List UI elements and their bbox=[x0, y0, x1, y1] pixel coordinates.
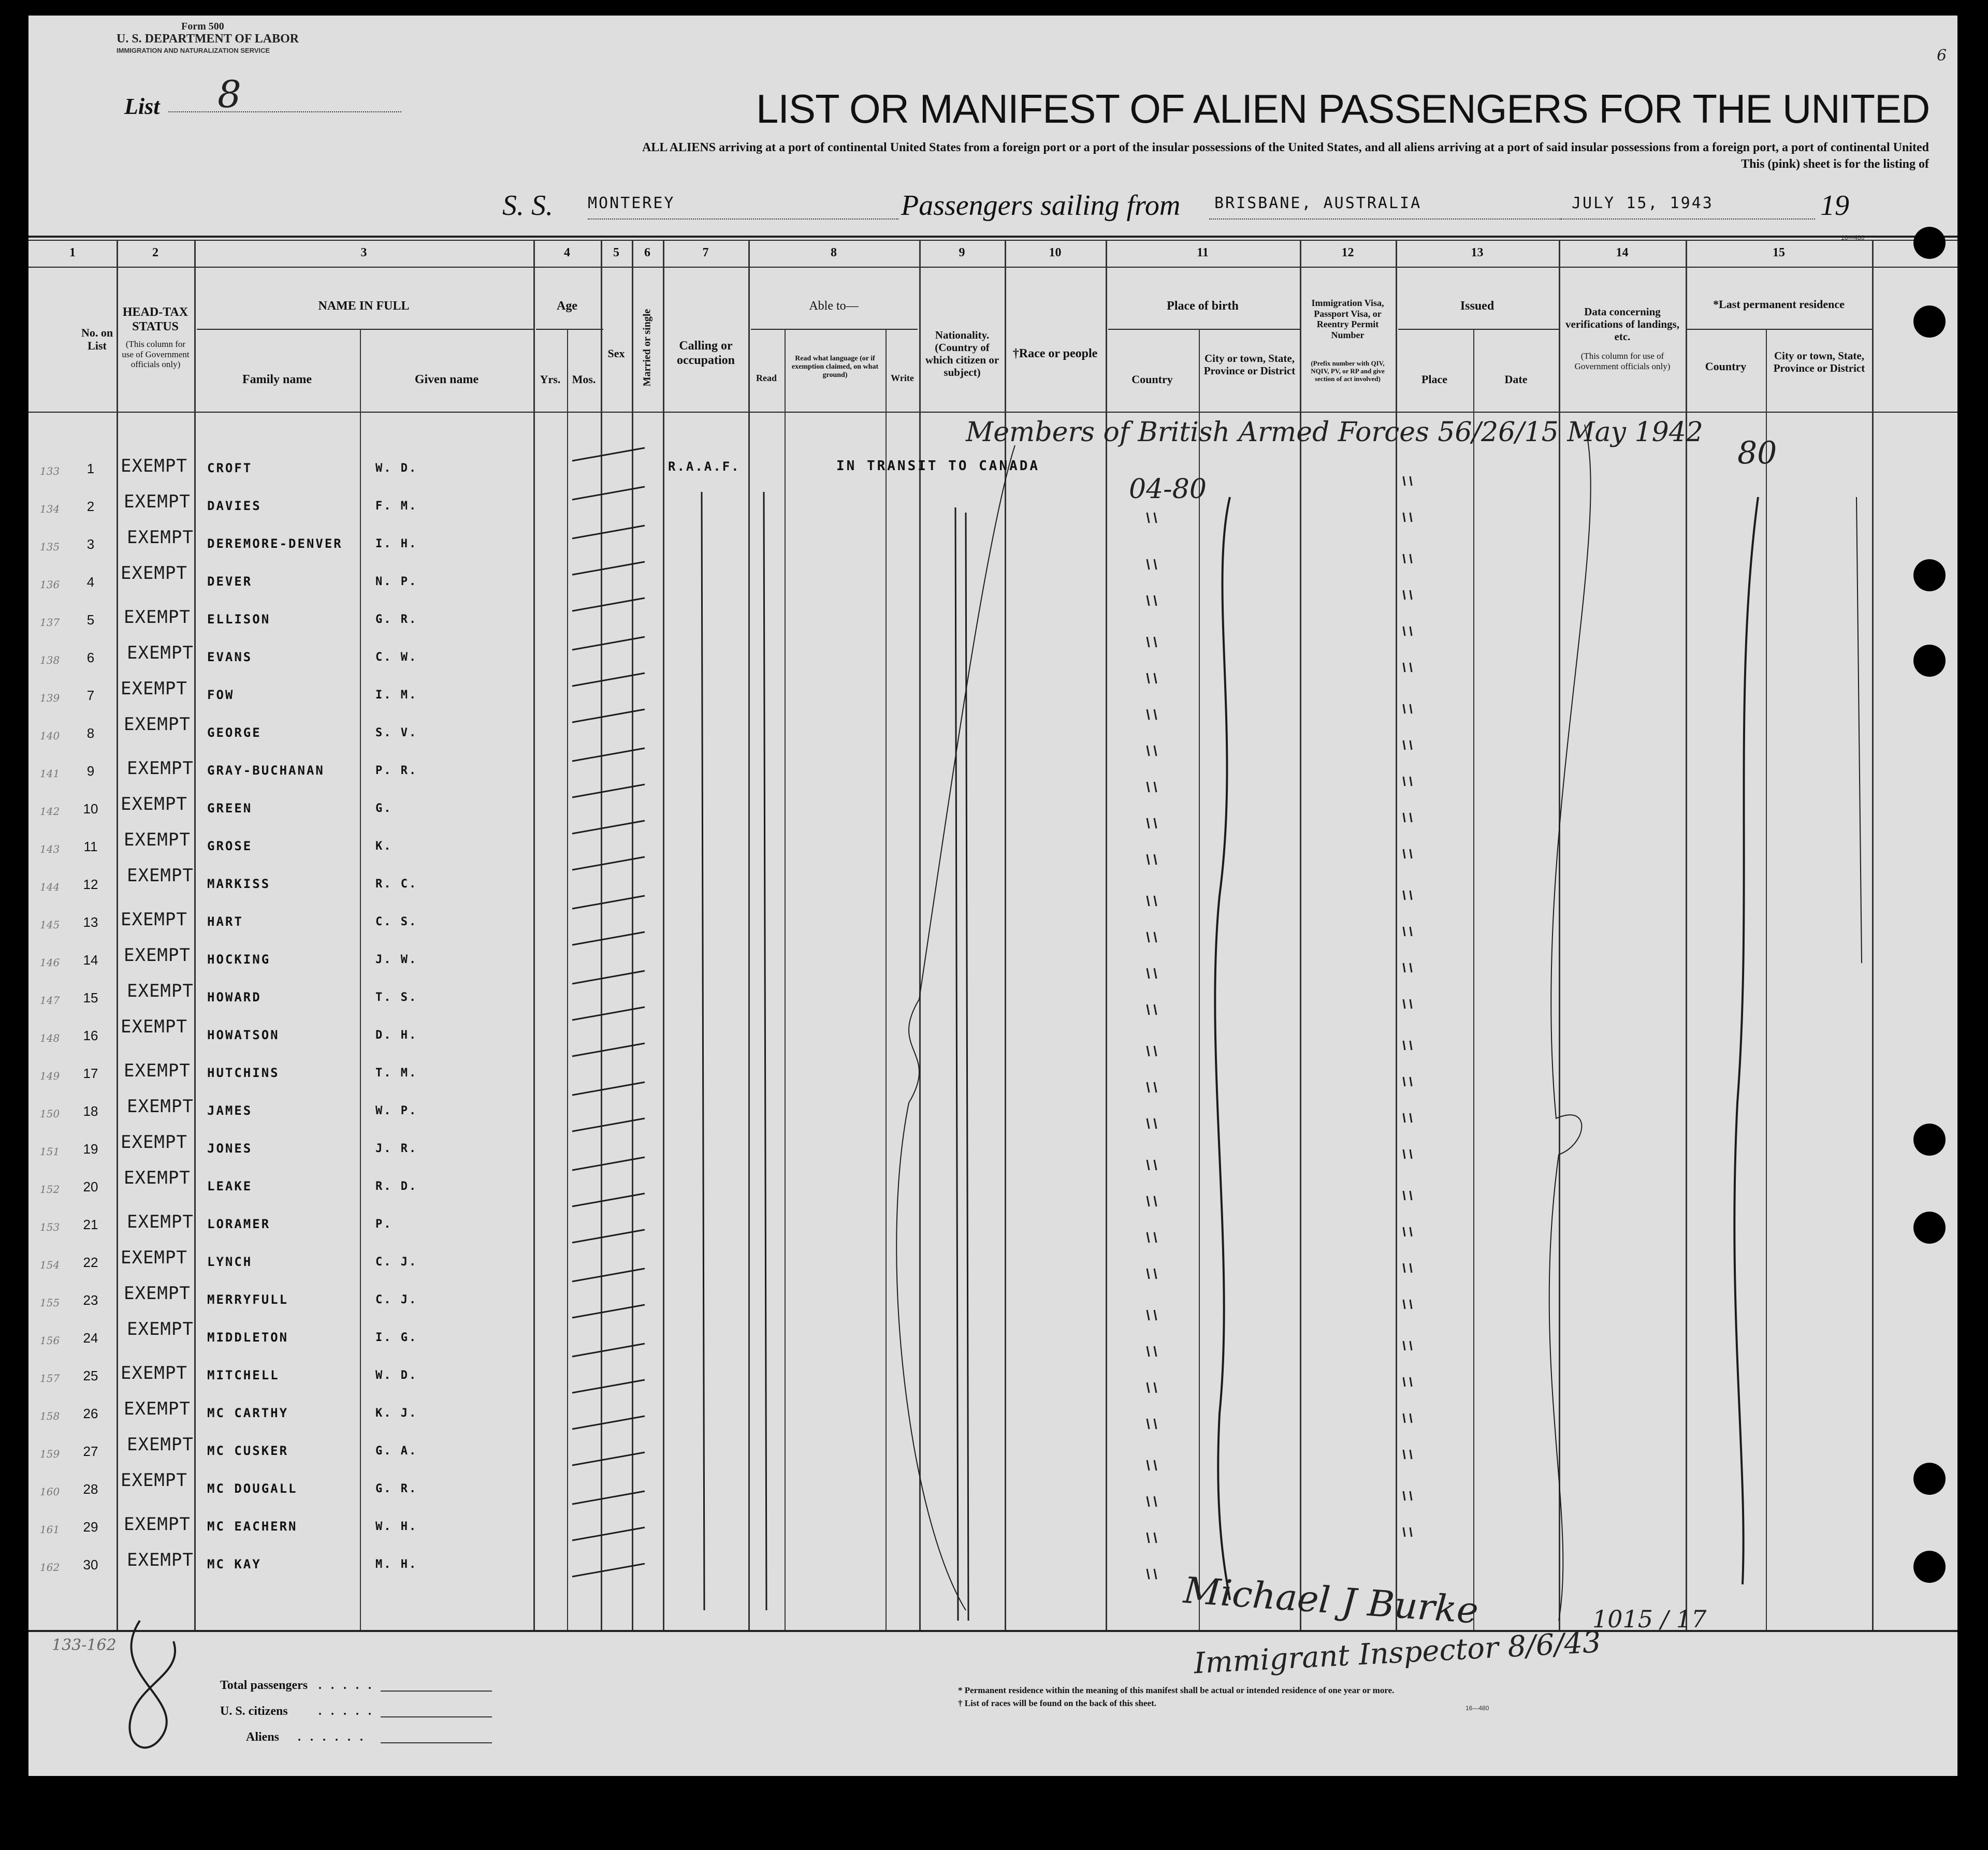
read-ditto-line bbox=[764, 492, 766, 1610]
given-name: P. bbox=[375, 1218, 393, 1231]
head-tax-stamp: EXEMPT bbox=[121, 1247, 187, 1268]
colnum-1: 1 bbox=[69, 246, 76, 259]
head-tax-stamp: EXEMPT bbox=[121, 1363, 187, 1383]
hdr-name-in-full: NAME IN FULL bbox=[318, 299, 410, 313]
manifest-subtitle-1: ALL ALIENS arriving at a port of continental United States from a foreign port or a port of the insular possessions of the United States, and all aliens arriving at a port of said insular possessions from a foreign port, a port of continental United bbox=[642, 141, 1929, 154]
row-margin-number: 160 bbox=[40, 1485, 60, 1498]
given-name: R. D. bbox=[375, 1180, 418, 1193]
us-citizens-label: U. S. citizens bbox=[220, 1705, 288, 1718]
row-margin-number: 137 bbox=[40, 616, 60, 629]
visa-dittos bbox=[1403, 476, 1412, 1537]
in-transit-note: IN TRANSIT TO CANADA bbox=[836, 458, 1040, 474]
given-name: W. P. bbox=[375, 1104, 418, 1117]
colnum-15: 15 bbox=[1773, 246, 1785, 259]
head-tax-stamp: EXEMPT bbox=[124, 945, 191, 966]
family-name: HUTCHINS bbox=[207, 1066, 280, 1080]
hdr-date: Date bbox=[1504, 373, 1528, 386]
row-number: 28 bbox=[83, 1481, 98, 1497]
row-number: 29 bbox=[83, 1519, 98, 1535]
head-tax-stamp: EXEMPT bbox=[127, 1319, 194, 1339]
hdr-age: Age bbox=[557, 299, 577, 313]
given-name: K. J. bbox=[375, 1407, 418, 1420]
hdr-country: Country bbox=[1131, 373, 1173, 386]
given-name: C. J. bbox=[375, 1293, 418, 1306]
given-name: W. H. bbox=[375, 1520, 418, 1533]
row-number: 8 bbox=[86, 725, 95, 741]
row-margin-number: 162 bbox=[40, 1561, 60, 1574]
hdr-head-tax-note: (This column for use of Government officials only) bbox=[122, 339, 190, 370]
family-name: GREEN bbox=[207, 801, 253, 815]
row-margin-number: 142 bbox=[40, 805, 60, 818]
family-name: ELLISON bbox=[207, 612, 271, 627]
row-margin-number: 152 bbox=[40, 1183, 60, 1196]
punch-hole bbox=[1913, 305, 1946, 338]
total-passengers-leader: . . . . . bbox=[318, 1679, 374, 1692]
service-label: IMMIGRATION AND NATURALIZATION SERVICE bbox=[117, 47, 270, 54]
head-tax-stamp: EXEMPT bbox=[121, 1016, 187, 1037]
row-margin-number: 158 bbox=[40, 1410, 60, 1422]
colnum-2: 2 bbox=[152, 246, 158, 259]
row-number: 24 bbox=[83, 1330, 98, 1346]
given-name: G. R. bbox=[375, 613, 418, 626]
family-name: HART bbox=[207, 914, 243, 929]
given-name: I. G. bbox=[375, 1331, 418, 1344]
row-number: 22 bbox=[83, 1255, 98, 1270]
row-number: 12 bbox=[83, 877, 98, 892]
head-tax-stamp: EXEMPT bbox=[124, 1060, 191, 1081]
hdr-given-name: Given name bbox=[414, 373, 479, 386]
sailing-from: BRISBANE, AUSTRALIA bbox=[1214, 194, 1422, 212]
calling-ditto-line bbox=[702, 492, 704, 1610]
row-number: 19 bbox=[83, 1141, 98, 1157]
row-margin-number: 149 bbox=[40, 1070, 60, 1082]
row-number: 14 bbox=[83, 952, 98, 968]
given-name: D. H. bbox=[375, 1029, 418, 1042]
given-name: C. J. bbox=[375, 1256, 418, 1269]
hdr-nationality: Nationality. (Country of which citizen or subject) bbox=[925, 329, 999, 379]
hdr-read: Read bbox=[756, 373, 777, 383]
colnum-9: 9 bbox=[959, 246, 965, 259]
row-margin-number: 157 bbox=[40, 1372, 60, 1385]
row-number: 15 bbox=[83, 990, 98, 1006]
hdr-res-city: City or town, State, Province or District bbox=[1773, 349, 1865, 375]
given-name: W. D. bbox=[375, 462, 418, 475]
hdr-data-note: (This column for use of Government officials only) bbox=[1574, 351, 1671, 371]
colnum-4: 4 bbox=[564, 246, 570, 259]
colnum-8: 8 bbox=[831, 246, 837, 259]
row-margin-number: 145 bbox=[40, 919, 60, 931]
head-tax-stamp: EXEMPT bbox=[127, 1212, 194, 1232]
calling-raaf: R.A.A.F. bbox=[668, 459, 741, 474]
family-name: DAVIES bbox=[207, 499, 262, 513]
punch-hole bbox=[1913, 1212, 1946, 1244]
row-number: 3 bbox=[86, 536, 95, 552]
hdr-last-residence: *Last permanent residence bbox=[1713, 298, 1845, 311]
head-tax-stamp: EXEMPT bbox=[124, 1168, 191, 1188]
family-name: CROFT bbox=[207, 461, 253, 475]
hdr-data-concerning: Data concerning verifications of landings, etc. bbox=[1565, 305, 1679, 343]
family-name: MC DOUGALL bbox=[207, 1481, 298, 1496]
birth-country-dittos bbox=[1147, 513, 1156, 1579]
given-name: G. A. bbox=[375, 1445, 418, 1458]
bottom-left-range: 133-162 bbox=[52, 1636, 117, 1654]
residence-brace bbox=[1734, 497, 1758, 1584]
row-margin-number: 144 bbox=[40, 881, 60, 893]
handwriting-overlay bbox=[28, 16, 1957, 1776]
row-margin-number: 153 bbox=[40, 1221, 60, 1233]
row-margin-number: 135 bbox=[40, 541, 60, 553]
total-passengers-label: Total passengers bbox=[220, 1679, 308, 1692]
family-name: DEREMORE-DENVER bbox=[207, 536, 343, 551]
head-tax-stamp: EXEMPT bbox=[127, 758, 194, 779]
given-name: R. C. bbox=[375, 878, 418, 891]
row-margin-number: 161 bbox=[40, 1523, 60, 1536]
family-name: HOCKING bbox=[207, 952, 271, 967]
head-tax-stamp: EXEMPT bbox=[127, 1550, 194, 1570]
total-passengers-line bbox=[381, 1691, 492, 1692]
family-name: MITCHELL bbox=[207, 1368, 280, 1382]
family-name: MC EACHERN bbox=[207, 1519, 298, 1534]
head-tax-stamp: EXEMPT bbox=[124, 1283, 191, 1304]
head-tax-stamp: EXEMPT bbox=[127, 1434, 194, 1455]
row-number: 25 bbox=[83, 1368, 98, 1383]
family-name: LEAKE bbox=[207, 1179, 253, 1193]
hdr-able-to: Able to— bbox=[809, 299, 859, 313]
row-number: 13 bbox=[83, 914, 98, 930]
punch-hole bbox=[1913, 1124, 1946, 1156]
given-name: P. R. bbox=[375, 764, 418, 777]
row-margin-number: 134 bbox=[40, 503, 60, 515]
brace-col13 bbox=[1549, 425, 1591, 1621]
nationality-ditto-line bbox=[955, 507, 958, 1621]
head-tax-stamp: EXEMPT bbox=[127, 1096, 194, 1117]
given-name: I. M. bbox=[375, 689, 418, 702]
colnum-6: 6 bbox=[644, 246, 650, 259]
given-name: I. H. bbox=[375, 537, 418, 550]
row-margin-number: 147 bbox=[40, 994, 60, 1007]
row-margin-number: 155 bbox=[40, 1297, 60, 1309]
row-margin-number: 136 bbox=[40, 578, 60, 591]
given-name: T. M. bbox=[375, 1067, 418, 1080]
head-tax-stamp: EXEMPT bbox=[121, 678, 187, 699]
given-name: M. H. bbox=[375, 1558, 418, 1571]
head-tax-stamp: EXEMPT bbox=[121, 456, 187, 476]
head-tax-stamp: EXEMPT bbox=[124, 1399, 191, 1419]
hdr-visa-note: (Prefix number with QIV, NQIV, PV, or RP and give section of act involved) bbox=[1311, 359, 1385, 383]
family-name: GRAY-BUCHANAN bbox=[207, 763, 325, 778]
row-number: 16 bbox=[83, 1028, 98, 1043]
inspector-title: Immigrant Inspector 8/6/43 bbox=[1193, 1625, 1602, 1681]
head-tax-stamp: EXEMPT bbox=[121, 563, 187, 584]
family-name: EVANS bbox=[207, 650, 253, 664]
head-tax-stamp: EXEMPT bbox=[121, 1470, 187, 1491]
row-margin-number: 146 bbox=[40, 956, 60, 969]
given-name: J. R. bbox=[375, 1142, 418, 1155]
hdr-read-language: Read what language (or if exemption claimed, on what ground) bbox=[791, 355, 879, 380]
row-number: 9 bbox=[86, 763, 95, 779]
colnum-12: 12 bbox=[1341, 246, 1354, 259]
row-number: 5 bbox=[86, 612, 95, 628]
given-name: T. S. bbox=[375, 991, 418, 1004]
ship-name: MONTEREY bbox=[588, 194, 675, 212]
family-name: JAMES bbox=[207, 1103, 253, 1118]
row-number: 20 bbox=[83, 1179, 98, 1195]
row-margin-number: 154 bbox=[40, 1259, 60, 1271]
row-number: 27 bbox=[83, 1444, 98, 1459]
head-tax-stamp: EXEMPT bbox=[124, 1514, 191, 1535]
family-name: HOWATSON bbox=[207, 1028, 280, 1042]
colnum-5: 5 bbox=[613, 246, 619, 259]
manifest-title: LIST OR MANIFEST OF ALIEN PASSENGERS FOR THE UNITED bbox=[756, 86, 1930, 132]
manifest-subtitle-2: This (pink) sheet is for the listing of bbox=[1741, 157, 1929, 171]
family-name: GROSE bbox=[207, 839, 253, 853]
hdr-res-country: Country bbox=[1705, 360, 1747, 373]
year-label: 19 bbox=[1820, 190, 1849, 222]
birth-country-brace bbox=[1215, 497, 1230, 1600]
row-margin-number: 141 bbox=[40, 767, 60, 780]
family-name: MARKISS bbox=[207, 877, 271, 891]
row-number: 21 bbox=[83, 1217, 98, 1232]
colnum-10: 10 bbox=[1049, 246, 1062, 259]
us-citizens-line bbox=[381, 1716, 492, 1717]
hdr-married: Married or single bbox=[641, 309, 653, 387]
head-tax-stamp: EXEMPT bbox=[127, 527, 194, 548]
hdr-family-name: Family name bbox=[242, 373, 312, 386]
row-number: 17 bbox=[83, 1066, 98, 1081]
ss-label: S. S. bbox=[502, 190, 553, 222]
form-code-top: 16—480 bbox=[1841, 234, 1865, 241]
code-04-80: 04-80 bbox=[1129, 474, 1207, 505]
punch-hole bbox=[1913, 559, 1946, 591]
row-margin-number: 138 bbox=[40, 654, 60, 666]
hdr-place: Place bbox=[1421, 373, 1448, 386]
head-tax-stamp: EXEMPT bbox=[124, 607, 191, 628]
row-margin-number: 148 bbox=[40, 1032, 60, 1044]
list-label: List bbox=[124, 94, 160, 119]
colnum-14: 14 bbox=[1616, 246, 1629, 259]
row-number: 23 bbox=[83, 1292, 98, 1308]
colnum-13: 13 bbox=[1471, 246, 1484, 259]
given-name: J. W. bbox=[375, 953, 418, 966]
row-number: 7 bbox=[86, 688, 95, 703]
footnote-residence: * Permanent residence within the meaning of this manifest shall be actual or intended residence of one year or more. bbox=[958, 1685, 1395, 1695]
members-note: Members of British Armed Forces 56/26/15 May 1942 bbox=[966, 417, 1703, 448]
hdr-write: Write bbox=[891, 373, 914, 383]
row-number: 11 bbox=[83, 839, 98, 854]
sailing-label: Passengers sailing from bbox=[901, 190, 1181, 222]
head-tax-stamp: EXEMPT bbox=[127, 865, 194, 886]
head-tax-stamp: EXEMPT bbox=[127, 643, 194, 663]
hdr-calling: Calling or occupation bbox=[676, 339, 735, 367]
row-number: 1 bbox=[86, 461, 95, 476]
punch-hole bbox=[1913, 227, 1946, 259]
head-tax-stamp: EXEMPT bbox=[124, 829, 191, 850]
row-number: 26 bbox=[83, 1406, 98, 1421]
inspector-signature: Michael J Burke bbox=[1182, 1569, 1480, 1632]
residence-80: 80 bbox=[1737, 435, 1777, 471]
age-ditto-strokes bbox=[572, 448, 645, 1577]
family-name: MERRYFULL bbox=[207, 1292, 289, 1307]
row-number: 18 bbox=[83, 1103, 98, 1119]
given-name: G. R. bbox=[375, 1482, 418, 1495]
footnote-races: † List of races will be found on the back of this sheet. bbox=[958, 1698, 1156, 1708]
given-name: K. bbox=[375, 840, 393, 853]
given-name: G. bbox=[375, 802, 393, 815]
hdr-head-tax: HEAD-TAX STATUS bbox=[122, 305, 188, 333]
row-number: 30 bbox=[83, 1557, 98, 1572]
hdr-race: †Race or people bbox=[1012, 347, 1098, 360]
colnum-3: 3 bbox=[360, 246, 367, 259]
residence-city-line bbox=[1856, 497, 1862, 963]
list-number: 8 bbox=[217, 72, 241, 116]
form-number: Form 500 bbox=[181, 21, 224, 32]
page-number: 6 bbox=[1937, 47, 1947, 65]
manifest-sheet bbox=[28, 16, 1957, 1776]
aliens-leader: . . . . . . bbox=[298, 1730, 366, 1744]
sailing-date: JULY 15, 1943 bbox=[1572, 194, 1714, 212]
hdr-mos: Mos. bbox=[572, 373, 596, 386]
punch-hole bbox=[1913, 1551, 1946, 1583]
row-margin-number: 133 bbox=[40, 465, 60, 477]
hdr-no-on-list: No. on List bbox=[81, 326, 113, 353]
side-note: 1015 / 17 bbox=[1592, 1605, 1707, 1633]
head-tax-stamp: EXEMPT bbox=[124, 491, 191, 512]
family-name: MC CUSKER bbox=[207, 1444, 289, 1458]
family-name: FOW bbox=[207, 688, 235, 702]
punch-hole bbox=[1913, 645, 1946, 677]
row-margin-number: 156 bbox=[40, 1334, 60, 1347]
given-name: W. D. bbox=[375, 1369, 418, 1382]
given-name: C. W. bbox=[375, 651, 418, 664]
family-name: LORAMER bbox=[207, 1217, 271, 1231]
family-name: JONES bbox=[207, 1141, 253, 1156]
hdr-sex: Sex bbox=[607, 347, 625, 360]
hdr-yrs: Yrs. bbox=[540, 373, 561, 386]
row-number: 2 bbox=[86, 499, 95, 514]
aliens-label: Aliens bbox=[246, 1730, 280, 1744]
head-tax-stamp: EXEMPT bbox=[121, 909, 187, 930]
aliens-line bbox=[381, 1742, 492, 1743]
row-number: 4 bbox=[86, 574, 95, 590]
hdr-visa: Immigration Visa, Passport Visa, or Reentry Permit Number bbox=[1311, 298, 1384, 341]
row-margin-number: 150 bbox=[40, 1108, 60, 1120]
family-name: GEORGE bbox=[207, 725, 262, 740]
department-label: U. S. DEPARTMENT OF LABOR bbox=[117, 32, 299, 46]
row-margin-number: 151 bbox=[40, 1145, 60, 1158]
head-tax-stamp: EXEMPT bbox=[121, 794, 187, 814]
given-name: C. S. bbox=[375, 915, 418, 928]
family-name: MIDDLETON bbox=[207, 1330, 289, 1345]
given-name: F. M. bbox=[375, 500, 418, 513]
head-tax-stamp: EXEMPT bbox=[121, 1132, 187, 1153]
row-margin-number: 159 bbox=[40, 1448, 60, 1460]
family-name: MC KAY bbox=[207, 1557, 262, 1571]
row-margin-number: 139 bbox=[40, 692, 60, 704]
hdr-place-of-birth: Place of birth bbox=[1167, 299, 1239, 313]
head-tax-stamp: EXEMPT bbox=[127, 981, 194, 1001]
colnum-11: 11 bbox=[1197, 246, 1209, 259]
punch-hole bbox=[1913, 1463, 1946, 1495]
row-margin-number: 140 bbox=[40, 730, 60, 742]
head-tax-stamp: EXEMPT bbox=[124, 714, 191, 735]
family-name: LYNCH bbox=[207, 1255, 253, 1269]
row-number: 6 bbox=[86, 650, 95, 665]
family-name: MC CARTHY bbox=[207, 1406, 289, 1420]
given-name: N. P. bbox=[375, 575, 418, 588]
row-margin-number: 143 bbox=[40, 843, 60, 855]
colnum-7: 7 bbox=[702, 246, 709, 259]
row-number: 10 bbox=[83, 801, 98, 817]
form-code-bottom: 16—480 bbox=[1465, 1705, 1489, 1712]
family-name: DEVER bbox=[207, 574, 253, 589]
given-name: S. V. bbox=[375, 726, 418, 739]
family-name: HOWARD bbox=[207, 990, 262, 1004]
hdr-city-birth: City or town, State, Province or District bbox=[1203, 352, 1296, 377]
us-citizens-leader: . . . . . bbox=[318, 1705, 374, 1718]
hdr-issued: Issued bbox=[1460, 299, 1494, 313]
